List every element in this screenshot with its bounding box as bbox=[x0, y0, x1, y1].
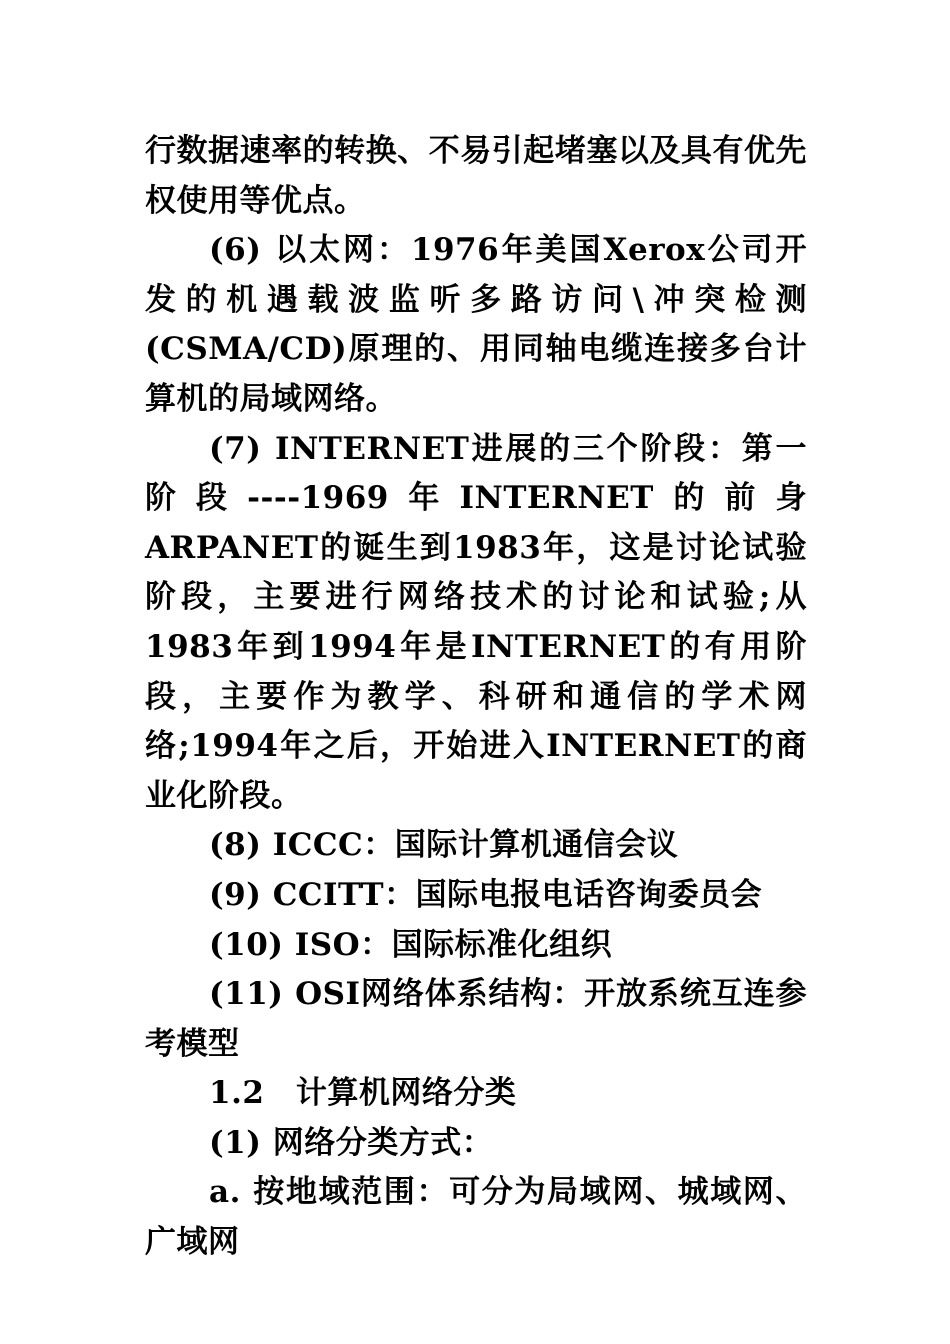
paragraph-by-region: a. 按地域范围：可分为局域网、城域网、广域网 bbox=[145, 1174, 807, 1261]
paragraph-iso: (10) ISO：国际标准化组织 bbox=[209, 926, 613, 963]
section-heading-network-classification: 1.2 计算机网络分类 bbox=[209, 1075, 517, 1112]
paragraph-ccitt: (9) CCITT：国际电报电话咨询委员会 bbox=[209, 876, 763, 913]
document-body bbox=[145, 127, 807, 1268]
paragraph-iccc: (8) ICCC：国际计算机通信会议 bbox=[209, 827, 679, 864]
paragraph-classification-methods: (1) 网络分类方式： bbox=[209, 1124, 494, 1161]
paragraph-ethernet: (6) 以太网：1976年美国Xerox公司开发的机遇载波监听多路访问\冲突检测(CSMA/CD)原理的、用同轴电缆连接多台计算机的局域网络。 bbox=[145, 232, 807, 417]
paragraph-osi: (11) OSI网络体系结构：开放系统互连参考模型 bbox=[145, 976, 807, 1062]
paragraph-internet-stages: (7) INTERNET进展的三个阶段：第一阶段----1969年INTERNET的前身ARPANET的诞生到1983年，这是讨论试验阶段，主要进行网络技术的讨论和试验;从1983年到1994年是INTERNET的有用阶段，主要作为教学、科研和通信的学术网络;1994年之后，开始进入INTERNET的商业化阶段。 bbox=[145, 430, 807, 814]
paragraph-continuation: 行数据速率的转换、不易引起堵塞以及具有优先权使用等优点。 bbox=[145, 133, 807, 219]
